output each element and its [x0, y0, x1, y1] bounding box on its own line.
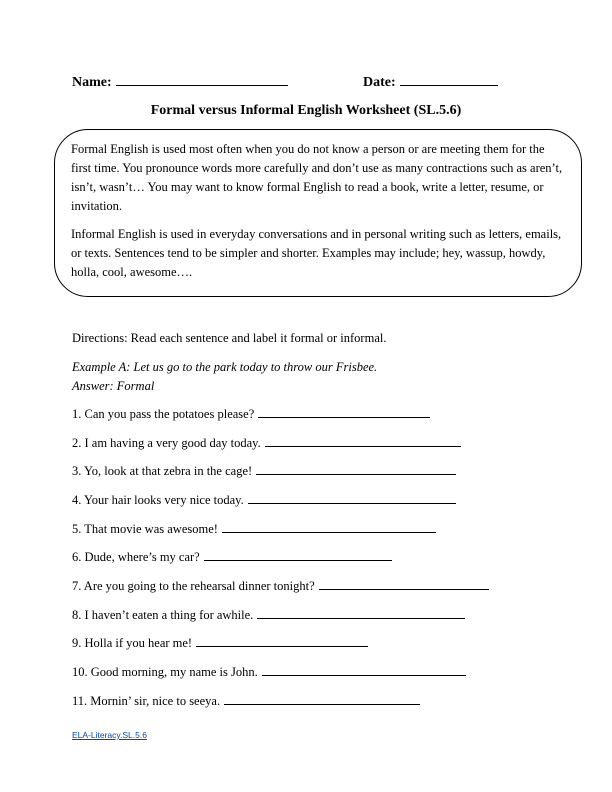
example-block [72, 358, 377, 396]
page-title: Formal versus Informal English Worksheet (SL.5.6) [150, 103, 462, 118]
question-item [72, 491, 456, 508]
formal-english-paragraph: Formal English is used most often when you do not know a person or are meeting them for the first time. You pronounce words more carefully and don’t use as many contractions such as aren’t, isn’t, wasn’t… You may want to know formal English to read a book, write a letter, resume, or invitation. [71, 142, 563, 213]
answer-blank[interactable] [256, 462, 456, 475]
answer-blank[interactable] [224, 692, 420, 705]
answer-blank[interactable] [258, 405, 430, 418]
question-item [72, 520, 436, 537]
question-text: 1. Can you pass the potatoes please? [72, 407, 255, 421]
question-text: 5. That movie was awesome! [72, 522, 218, 536]
directions-text: Directions: Read each sentence and label it formal or informal. [72, 331, 387, 345]
answer-blank[interactable] [222, 520, 436, 533]
question-item [72, 548, 392, 565]
example-sentence: Example A: Let us go to the park today to throw our Frisbee. [72, 360, 378, 374]
answer-blank[interactable] [262, 663, 466, 676]
answer-blank[interactable] [265, 434, 461, 447]
question-item [72, 405, 430, 422]
question-text: 8. I haven’t eaten a thing for awhile. [72, 608, 254, 622]
question-text: 3. Yo, look at that zebra in the cage! [72, 464, 253, 478]
answer-blank[interactable] [196, 634, 368, 647]
question-text: 9. Holla if you hear me! [72, 636, 193, 650]
answer-blank[interactable] [204, 548, 392, 561]
question-item [72, 577, 489, 594]
question-text: 7. Are you going to the rehearsal dinner tonight? [72, 579, 315, 593]
date-blank[interactable] [400, 72, 498, 86]
date-label: Date: [363, 75, 396, 90]
name-blank[interactable] [116, 72, 288, 86]
date-field[interactable] [363, 72, 498, 91]
question-item [72, 462, 456, 479]
question-text: 4. Your hair looks very nice today. [72, 493, 244, 507]
answer-blank[interactable] [248, 491, 456, 504]
standard-link[interactable]: ELA-Literacy.SL.5.6 [72, 730, 147, 740]
question-item [72, 434, 461, 451]
name-field[interactable] [72, 72, 288, 91]
question-text: 6. Dude, where’s my car? [72, 550, 200, 564]
question-text: 10. Good morning, my name is John. [72, 665, 258, 679]
name-label: Name: [72, 75, 112, 90]
answer-blank[interactable] [257, 606, 465, 619]
info-box [54, 129, 582, 297]
answer-blank[interactable] [319, 577, 489, 590]
question-item [72, 692, 420, 709]
example-answer: Answer: Formal [72, 379, 155, 393]
question-text: 11. Mornin’ sir, nice to seeya. [72, 694, 221, 708]
question-item [72, 606, 465, 623]
informal-english-paragraph: Informal English is used in everyday conversations and in personal writing such as letters, emails, or texts. Sentences tend to be simpler and shorter. Examples may include; hey, wassup, howdy, holla, cool, awesome…. [71, 227, 562, 279]
question-item [72, 663, 466, 680]
question-text: 2. I am having a very good day today. [72, 436, 261, 450]
question-item [72, 634, 368, 651]
